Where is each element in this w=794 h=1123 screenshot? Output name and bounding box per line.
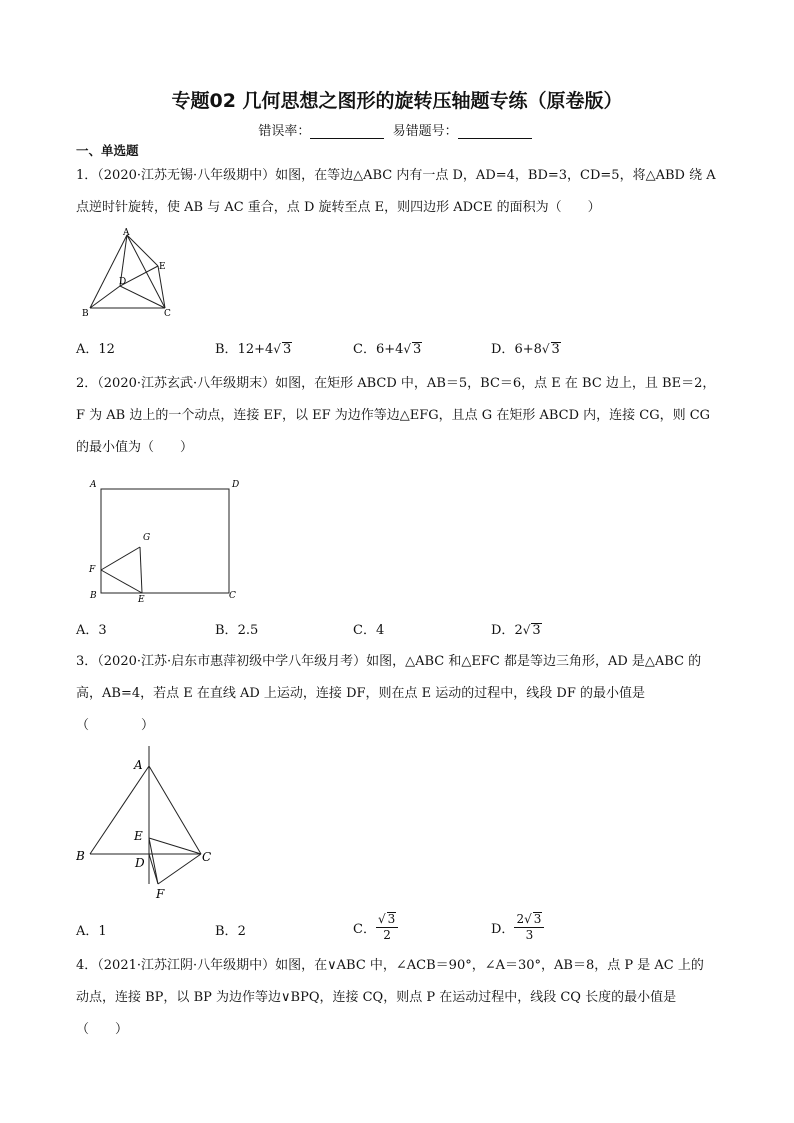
q1-label-b: B [82,309,89,319]
section-heading: 一、单选题 [76,143,139,158]
option-d[interactable]: D．2√ 3 [491,623,541,638]
q3-label-d: D [135,856,145,870]
q2-label-b: B [90,591,97,601]
error-items-blank [458,126,532,139]
q2-label-g: G [143,533,151,543]
option-c[interactable]: C．4 [353,623,385,638]
q3-label-c: C [202,850,212,864]
q3-label-e: E [134,829,143,843]
option-d[interactable]: D．6+8√ 3 [491,342,560,357]
error-rate-label: 错误率： [258,124,311,139]
page-title: 专题02 几何思想之图形的旋转压轴题专练（原卷版） [171,90,623,112]
question-1-figure [76,226,186,322]
option-b[interactable]: B．2.5 [215,623,259,638]
option-a[interactable]: A．3 [76,623,107,638]
question-3-figure [76,744,226,904]
question-2-figure [76,475,246,605]
q2-label-f: F [89,565,96,575]
option-c[interactable]: C．6+4√ 3 [353,342,422,357]
question-1-text: 1．（2020·江苏无锡·八年级期中）如图，在等边△ABC 内有一点 D，AD=4，BD=3，CD=5，将△ABD 绕 A 点逆时针旋转，使 AB 与 AC 重合，点 D 旋转至点 E，则四边形 ADCE 的面积为（ ） [76,168,716,215]
q3-label-f: F [156,887,165,901]
question-4-text: 4．（2021·江苏江阴·八年级期中）如图，在∨ABC 中，∠ACB＝90°，∠A＝30°，AB＝8，点 P 是 AC 上的动点，连接 BP，以 BP 为边作等边∨BPQ，连接 CQ，则点 P 在运动过程中，线段 CQ 长度的最小值是（ ） [76,958,704,1037]
q1-label-c: C [164,309,171,319]
option-c[interactable]: C． $\frac{√ 3}{2}$ [353,912,398,943]
option-a[interactable]: A．12 [76,342,115,357]
option-b[interactable]: B．2 [215,924,246,939]
option-a[interactable]: A．1 [76,924,107,939]
q3-label-b: B [76,849,85,863]
option-d[interactable]: D． $\frac{2√ 3}{3}$ [491,912,544,943]
q3-label-a: A [134,758,143,772]
error-items-label: 易错题号： [392,124,458,139]
q1-label-a: A [123,228,130,238]
q1-label-e: E [159,262,166,272]
error-rate-blank [310,126,384,139]
question-3-text: 3．（2020·江苏·启东市惠萍初级中学八年级月考）如图，△ABC 和△EFC 都是等边三角形，AD 是△ABC 的高，AB=4，若点 E 在直线 AD 上运动，连接 DF，则在点 E 运动的过程中，线段 DF 的最小值是（ ） [76,654,702,733]
error-record-line [0,120,794,139]
q2-label-a: A [90,480,97,490]
q2-label-e: E [138,595,145,605]
option-b[interactable]: B．12+4√ 3 [215,342,292,357]
q2-label-d: D [232,480,240,490]
q1-label-d: D [119,277,127,287]
question-2-text: 2．（2020·江苏玄武·八年级期末）如图，在矩形 ABCD 中，AB＝5，BC＝6，点 E 在 BC 边上，且 BE＝2，F 为 AB 边上的一个动点，连接 EF，以 EF 为边作等边△EFG，且点 G 在矩形 ABCD 内，连接 CG，则 CG 的最小值为（ ） [76,376,716,455]
q2-label-c: C [229,591,236,601]
